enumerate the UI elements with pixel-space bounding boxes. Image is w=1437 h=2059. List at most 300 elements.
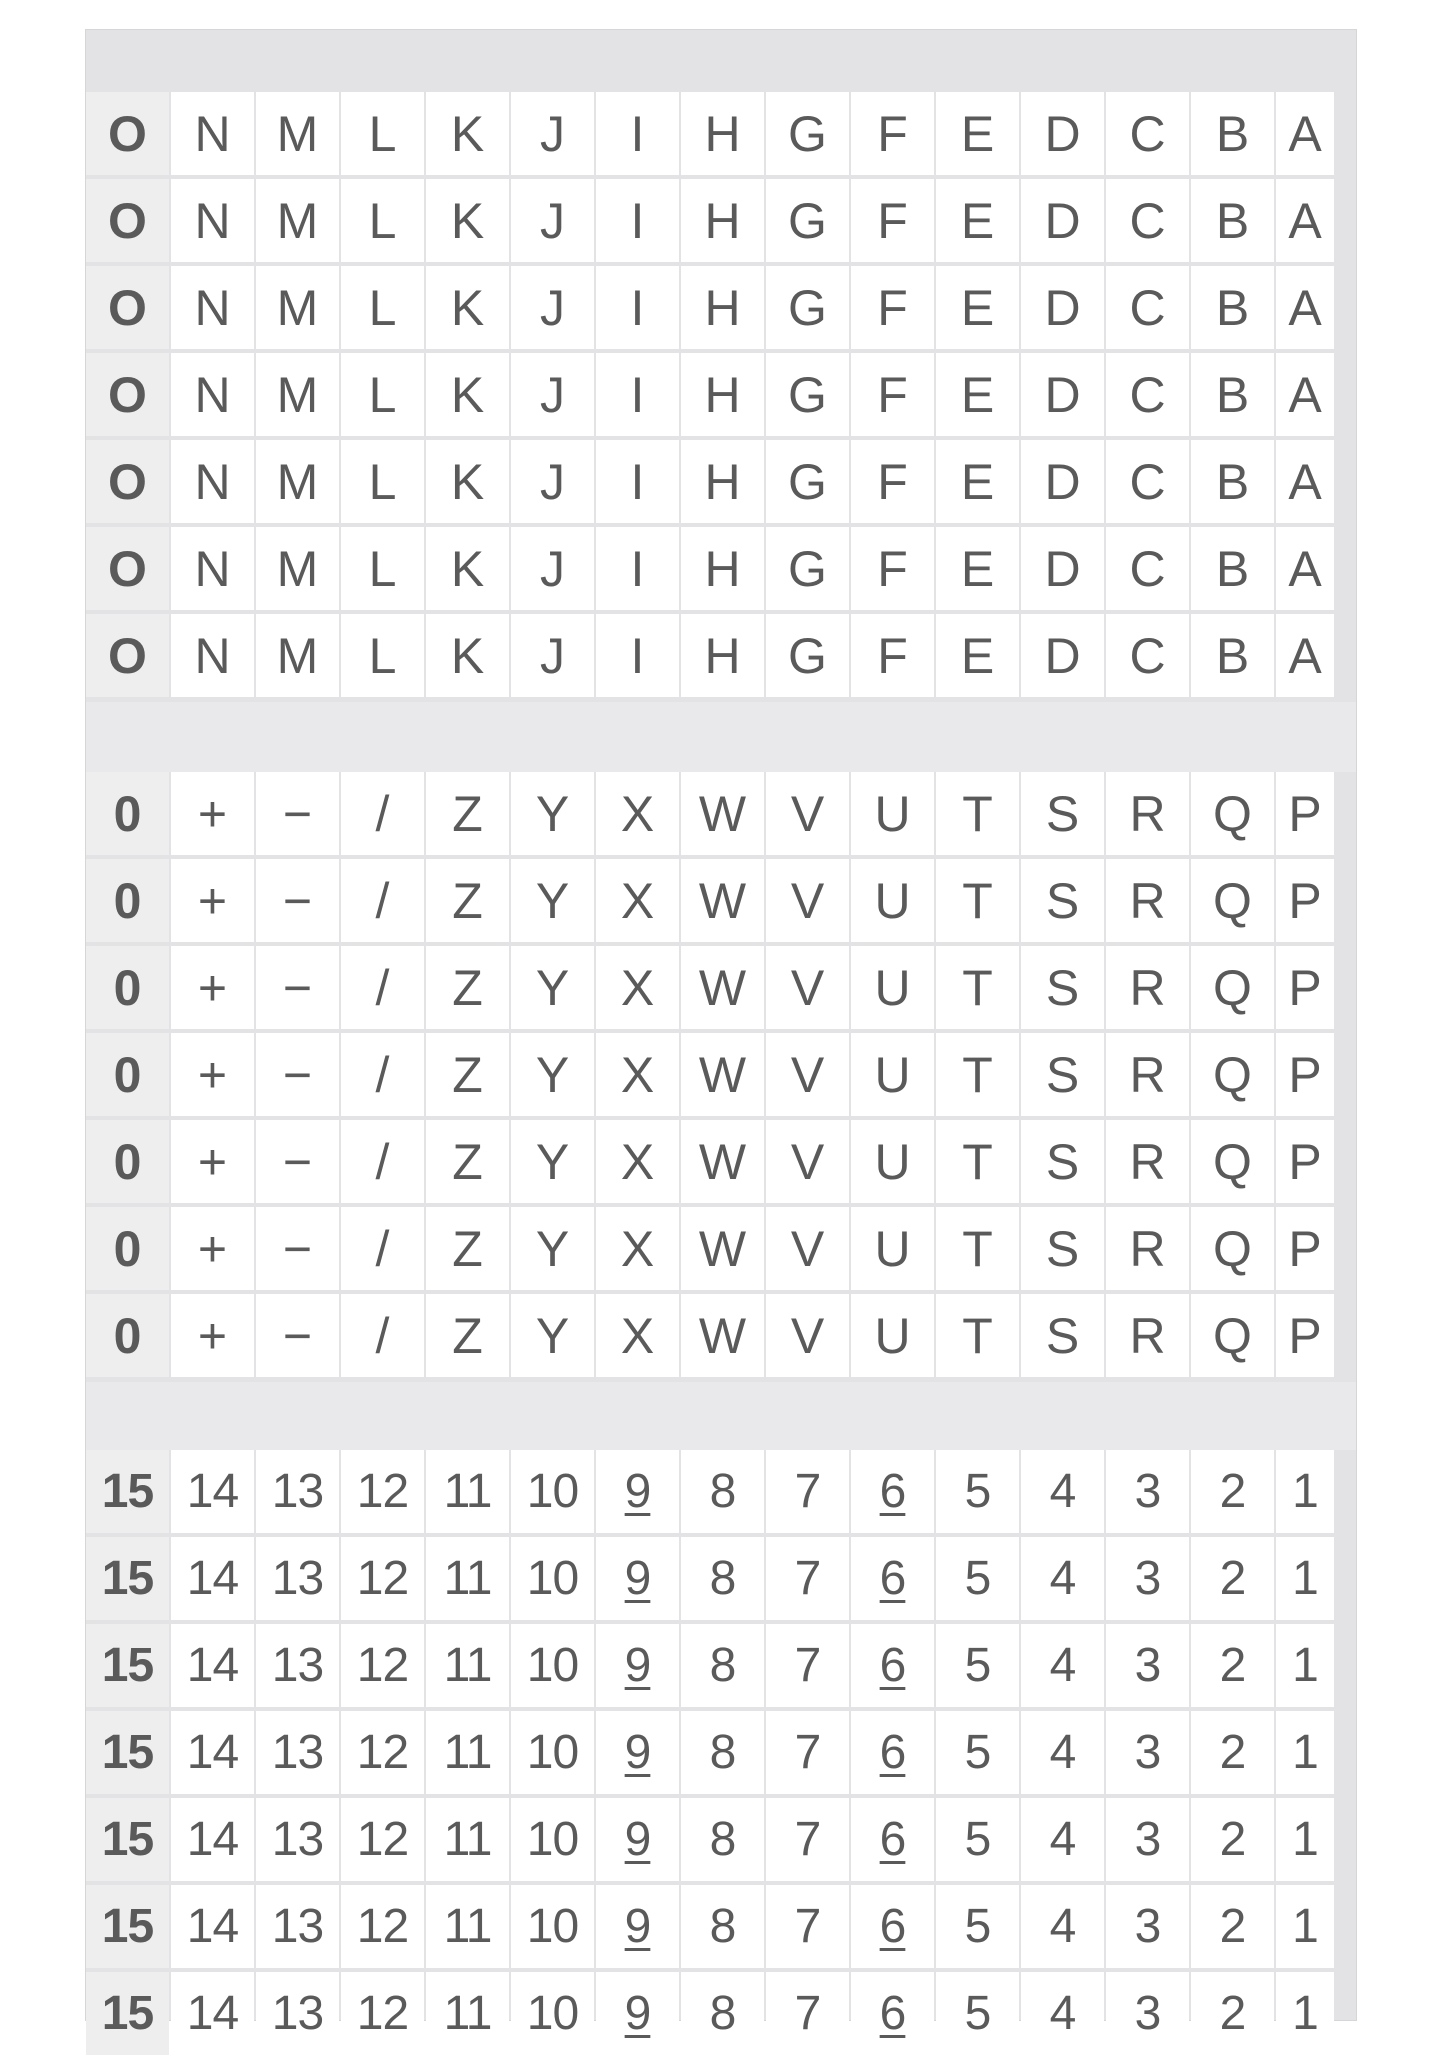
- label-cell: [86, 614, 169, 697]
- label-cell: [256, 1624, 339, 1707]
- label-cell: [256, 1798, 339, 1881]
- label-row: [86, 1033, 1356, 1119]
- label-cell: [511, 1624, 594, 1707]
- label-text: 11: [443, 1812, 492, 1866]
- label-text: 2: [1219, 1812, 1246, 1866]
- label-text: 12: [356, 1638, 409, 1692]
- label-cell: [511, 1450, 594, 1533]
- label-cell: [851, 1033, 934, 1116]
- label-text: 9: [624, 1464, 651, 1518]
- label-text: Q: [1213, 785, 1252, 842]
- label-cell: [341, 1624, 424, 1707]
- label-text: E: [960, 540, 995, 597]
- label-cell: [766, 440, 849, 523]
- label-cell: [511, 1972, 594, 2055]
- label-cell: [1191, 772, 1274, 855]
- label-cell: [596, 1885, 679, 1968]
- label-text: S: [1045, 785, 1080, 842]
- label-cell: [1021, 1450, 1104, 1533]
- label-text: 15: [101, 1638, 154, 1692]
- label-text: F: [877, 192, 908, 249]
- label-cell: [511, 1885, 594, 1968]
- label-text: 11: [443, 1551, 492, 1605]
- label-cell: [766, 92, 849, 175]
- label-text: C: [1129, 366, 1166, 423]
- label-cell: [511, 859, 594, 942]
- label-cell: [256, 859, 339, 942]
- label-text: A: [1288, 453, 1322, 510]
- label-text: W: [698, 1046, 747, 1103]
- label-cell: [86, 92, 169, 175]
- label-text: 6: [879, 1812, 906, 1866]
- label-text: B: [1215, 540, 1250, 597]
- label-cell: [766, 179, 849, 262]
- label-text: R: [1129, 1133, 1166, 1190]
- label-cell: [1191, 614, 1274, 697]
- label-text: U: [874, 1307, 911, 1364]
- label-text: O: [108, 192, 147, 249]
- label-cell: [681, 1711, 764, 1794]
- label-text: J: [540, 453, 565, 510]
- label-text: L: [368, 279, 397, 336]
- label-cell: [511, 1033, 594, 1116]
- label-text: Q: [1213, 1307, 1252, 1364]
- label-cell: [1021, 1885, 1104, 1968]
- label-cell: [936, 1972, 1019, 2055]
- label-text: U: [874, 1220, 911, 1277]
- label-text: 13: [271, 1725, 324, 1779]
- label-cell: [596, 614, 679, 697]
- label-text: M: [276, 366, 319, 423]
- label-text: A: [1288, 627, 1322, 684]
- label-text: +: [197, 785, 228, 842]
- label-text: 6: [879, 1986, 906, 2040]
- label-row: [86, 266, 1356, 352]
- label-cell: [851, 1450, 934, 1533]
- label-cell: [256, 440, 339, 523]
- label-text: P: [1288, 785, 1322, 842]
- label-text: 13: [271, 1812, 324, 1866]
- label-cell: [86, 440, 169, 523]
- label-cell: [1191, 353, 1274, 436]
- label-text: K: [450, 453, 485, 510]
- label-text: 8: [709, 1986, 736, 2040]
- label-text: Y: [535, 1133, 570, 1190]
- label-text: P: [1288, 1133, 1322, 1190]
- label-text: N: [194, 627, 231, 684]
- label-text: 10: [526, 1551, 579, 1605]
- label-text: I: [630, 540, 645, 597]
- label-text: 2: [1219, 1551, 1246, 1605]
- label-text: V: [790, 1046, 825, 1103]
- label-cell: [766, 1885, 849, 1968]
- label-cell: [936, 1537, 1019, 1620]
- label-cell: [681, 1033, 764, 1116]
- label-text: 1: [1292, 1638, 1318, 1692]
- label-text: 12: [356, 1899, 409, 1953]
- label-text: H: [704, 453, 741, 510]
- label-text: S: [1045, 959, 1080, 1016]
- label-text: G: [788, 453, 827, 510]
- label-cell: [171, 92, 254, 175]
- label-cell: [171, 772, 254, 855]
- label-text: 4: [1049, 1725, 1076, 1779]
- label-cell: [1191, 266, 1274, 349]
- label-cell: [86, 1294, 169, 1377]
- label-text: 8: [709, 1638, 736, 1692]
- label-text: N: [194, 192, 231, 249]
- label-cell: [1191, 440, 1274, 523]
- label-text: E: [960, 105, 995, 162]
- label-cell: [851, 92, 934, 175]
- label-cell: [426, 353, 509, 436]
- label-text: 12: [356, 1812, 409, 1866]
- label-text: 1: [1292, 1986, 1318, 2040]
- label-text: D: [1044, 540, 1081, 597]
- label-cell: [171, 1885, 254, 1968]
- label-text: 8: [709, 1812, 736, 1866]
- label-text: Q: [1213, 959, 1252, 1016]
- label-cell: [426, 1972, 509, 2055]
- label-text: O: [108, 627, 147, 684]
- label-text: 8: [709, 1551, 736, 1605]
- label-cell: [171, 614, 254, 697]
- label-cell: [936, 946, 1019, 1029]
- label-cell: [1276, 1207, 1334, 1290]
- label-cell: [511, 1798, 594, 1881]
- label-cell: [1191, 1537, 1274, 1620]
- label-text: P: [1288, 1220, 1322, 1277]
- label-cell: [426, 946, 509, 1029]
- label-text: 14: [186, 1986, 239, 2040]
- label-cell: [851, 1798, 934, 1881]
- label-text: P: [1288, 1307, 1322, 1364]
- label-cell: [936, 614, 1019, 697]
- label-cell: [681, 92, 764, 175]
- label-text: 7: [794, 1725, 821, 1779]
- label-text: 1: [1292, 1725, 1318, 1779]
- label-cell: [1106, 946, 1189, 1029]
- label-text: G: [788, 279, 827, 336]
- label-cell: [936, 1294, 1019, 1377]
- label-cell: [596, 266, 679, 349]
- label-text: U: [874, 1046, 911, 1103]
- label-text: 14: [186, 1551, 239, 1605]
- label-text: Y: [535, 785, 570, 842]
- label-cell: [1191, 859, 1274, 942]
- label-text: R: [1129, 1046, 1166, 1103]
- label-cell: [1276, 1885, 1334, 1968]
- label-text: 7: [794, 1899, 821, 1953]
- label-cell: [936, 527, 1019, 610]
- label-text: 13: [271, 1986, 324, 2040]
- label-cell: [1106, 1711, 1189, 1794]
- label-text: 10: [526, 1986, 579, 2040]
- label-text: Z: [452, 1220, 483, 1277]
- label-text: J: [540, 279, 565, 336]
- label-text: B: [1215, 366, 1250, 423]
- label-cell: [1021, 266, 1104, 349]
- label-text: C: [1129, 540, 1166, 597]
- label-cell: [256, 266, 339, 349]
- label-cell: [681, 527, 764, 610]
- label-text: −: [282, 1133, 313, 1190]
- label-text: 14: [186, 1638, 239, 1692]
- label-text: R: [1129, 1307, 1166, 1364]
- label-text: V: [790, 872, 825, 929]
- label-cell: [681, 1798, 764, 1881]
- label-text: O: [108, 366, 147, 423]
- label-cell: [426, 1120, 509, 1203]
- label-cell: [171, 1537, 254, 1620]
- label-text: F: [877, 105, 908, 162]
- label-cell: [426, 1294, 509, 1377]
- label-text: X: [620, 959, 655, 1016]
- label-text: K: [450, 540, 485, 597]
- label-text: 3: [1134, 1725, 1161, 1779]
- label-text: T: [962, 872, 993, 929]
- label-text: 9: [624, 1812, 651, 1866]
- label-text: /: [375, 1133, 390, 1190]
- label-cell: [1021, 859, 1104, 942]
- label-cell: [341, 1450, 424, 1533]
- label-text: Q: [1213, 1046, 1252, 1103]
- label-text: Q: [1213, 1220, 1252, 1277]
- label-cell: [766, 1033, 849, 1116]
- label-text: W: [698, 1133, 747, 1190]
- label-text: 3: [1134, 1986, 1161, 2040]
- label-row: [86, 1450, 1356, 1536]
- label-cell: [426, 266, 509, 349]
- label-text: I: [630, 366, 645, 423]
- label-cell: [86, 266, 169, 349]
- label-row: [86, 1711, 1356, 1797]
- label-text: J: [540, 366, 565, 423]
- label-row: [86, 179, 1356, 265]
- label-cell: [1276, 1711, 1334, 1794]
- label-text: 1: [1292, 1464, 1318, 1518]
- label-text: 0: [113, 872, 142, 929]
- label-cell: [681, 614, 764, 697]
- label-cell: [766, 1537, 849, 1620]
- label-cell: [936, 179, 1019, 262]
- label-cell: [511, 353, 594, 436]
- label-text: Y: [535, 872, 570, 929]
- label-text: 11: [443, 1638, 492, 1692]
- label-cell: [1106, 92, 1189, 175]
- label-text: W: [698, 872, 747, 929]
- label-text: 14: [186, 1725, 239, 1779]
- label-cell: [1106, 614, 1189, 697]
- label-text: N: [194, 540, 231, 597]
- label-cell: [766, 1798, 849, 1881]
- label-cell: [681, 1450, 764, 1533]
- label-cell: [1021, 440, 1104, 523]
- label-cell: [341, 527, 424, 610]
- label-cell: [171, 1207, 254, 1290]
- label-text: U: [874, 785, 911, 842]
- label-text: /: [375, 1220, 390, 1277]
- label-text: 2: [1219, 1986, 1246, 2040]
- label-text: W: [698, 959, 747, 1016]
- label-text: 4: [1049, 1551, 1076, 1605]
- label-text: T: [962, 1133, 993, 1190]
- label-text: 13: [271, 1638, 324, 1692]
- label-cell: [341, 440, 424, 523]
- label-text: K: [450, 279, 485, 336]
- label-row: [86, 1624, 1356, 1710]
- label-text: 4: [1049, 1899, 1076, 1953]
- label-cell: [256, 353, 339, 436]
- label-cell: [851, 527, 934, 610]
- label-text: I: [630, 453, 645, 510]
- label-cell: [766, 1207, 849, 1290]
- label-text: 0: [113, 1220, 142, 1277]
- label-cell: [256, 1972, 339, 2055]
- label-cell: [596, 1624, 679, 1707]
- label-text: T: [962, 959, 993, 1016]
- label-cell: [681, 946, 764, 1029]
- label-text: L: [368, 192, 397, 249]
- label-text: 5: [964, 1551, 991, 1605]
- label-text: X: [620, 785, 655, 842]
- label-cell: [936, 266, 1019, 349]
- label-cell: [936, 1450, 1019, 1533]
- label-cell: [1276, 527, 1334, 610]
- label-cell: [1021, 1972, 1104, 2055]
- label-cell: [511, 614, 594, 697]
- label-cell: [341, 266, 424, 349]
- label-text: F: [877, 627, 908, 684]
- label-text: M: [276, 627, 319, 684]
- label-text: R: [1129, 959, 1166, 1016]
- label-cell: [936, 1624, 1019, 1707]
- label-cell: [766, 614, 849, 697]
- label-text: 9: [624, 1986, 651, 2040]
- label-text: Q: [1213, 872, 1252, 929]
- label-text: 11: [443, 1986, 492, 2040]
- label-text: I: [630, 627, 645, 684]
- label-sheet: [86, 30, 1356, 2040]
- label-cell: [511, 1294, 594, 1377]
- label-text: /: [375, 785, 390, 842]
- label-cell: [1106, 1624, 1189, 1707]
- label-cell: [1106, 1120, 1189, 1203]
- label-cell: [1021, 1711, 1104, 1794]
- label-text: H: [704, 192, 741, 249]
- label-text: B: [1215, 192, 1250, 249]
- label-text: J: [540, 627, 565, 684]
- label-text: 3: [1134, 1638, 1161, 1692]
- label-text: 8: [709, 1464, 736, 1518]
- label-text: 6: [879, 1725, 906, 1779]
- label-text: /: [375, 1046, 390, 1103]
- label-cell: [851, 859, 934, 942]
- label-cell: [596, 1033, 679, 1116]
- label-cell: [86, 1207, 169, 1290]
- label-row: [86, 1294, 1356, 1380]
- label-cell: [341, 1207, 424, 1290]
- label-cell: [596, 179, 679, 262]
- label-cell: [86, 1537, 169, 1620]
- label-text: R: [1129, 872, 1166, 929]
- label-text: C: [1129, 192, 1166, 249]
- label-text: 3: [1134, 1464, 1161, 1518]
- label-text: X: [620, 872, 655, 929]
- label-cell: [766, 1294, 849, 1377]
- label-cell: [426, 1033, 509, 1116]
- label-text: +: [197, 1307, 228, 1364]
- label-text: 6: [879, 1551, 906, 1605]
- label-text: D: [1044, 279, 1081, 336]
- label-text: Z: [452, 1046, 483, 1103]
- label-cell: [766, 1450, 849, 1533]
- label-text: S: [1045, 1133, 1080, 1190]
- label-text: N: [194, 279, 231, 336]
- label-cell: [1106, 772, 1189, 855]
- label-cell: [426, 527, 509, 610]
- label-cell: [426, 440, 509, 523]
- label-cell: [681, 1120, 764, 1203]
- label-text: T: [962, 1220, 993, 1277]
- label-text: −: [282, 872, 313, 929]
- label-cell: [86, 1972, 169, 2055]
- label-cell: [936, 1120, 1019, 1203]
- label-cell: [1021, 179, 1104, 262]
- label-text: 4: [1049, 1638, 1076, 1692]
- label-text: 10: [526, 1464, 579, 1518]
- label-text: H: [704, 279, 741, 336]
- label-cell: [936, 772, 1019, 855]
- label-cell: [1191, 1207, 1274, 1290]
- block-letters-p-z-symbols: [86, 772, 1356, 1381]
- label-text: P: [1288, 1046, 1322, 1103]
- label-cell: [426, 859, 509, 942]
- label-text: 8: [709, 1899, 736, 1953]
- label-text: 10: [526, 1725, 579, 1779]
- label-text: −: [282, 1046, 313, 1103]
- label-text: G: [788, 627, 827, 684]
- label-text: 5: [964, 1725, 991, 1779]
- label-cell: [171, 1120, 254, 1203]
- label-text: 15: [101, 1899, 154, 1953]
- label-cell: [1106, 179, 1189, 262]
- label-cell: [1106, 527, 1189, 610]
- label-cell: [86, 1450, 169, 1533]
- label-text: 10: [526, 1899, 579, 1953]
- label-cell: [171, 1624, 254, 1707]
- label-text: N: [194, 453, 231, 510]
- label-cell: [171, 1033, 254, 1116]
- label-cell: [1276, 1537, 1334, 1620]
- label-cell: [766, 772, 849, 855]
- label-cell: [1191, 1711, 1274, 1794]
- label-cell: [766, 353, 849, 436]
- label-cell: [1021, 1537, 1104, 1620]
- label-text: 0: [113, 1307, 142, 1364]
- label-text: −: [282, 1307, 313, 1364]
- label-text: A: [1288, 105, 1322, 162]
- label-cell: [86, 946, 169, 1029]
- label-cell: [1276, 946, 1334, 1029]
- label-text: +: [197, 1133, 228, 1190]
- label-cell: [1106, 1450, 1189, 1533]
- label-text: B: [1215, 105, 1250, 162]
- label-cell: [171, 1294, 254, 1377]
- label-cell: [681, 353, 764, 436]
- label-cell: [86, 1885, 169, 1968]
- label-cell: [681, 1624, 764, 1707]
